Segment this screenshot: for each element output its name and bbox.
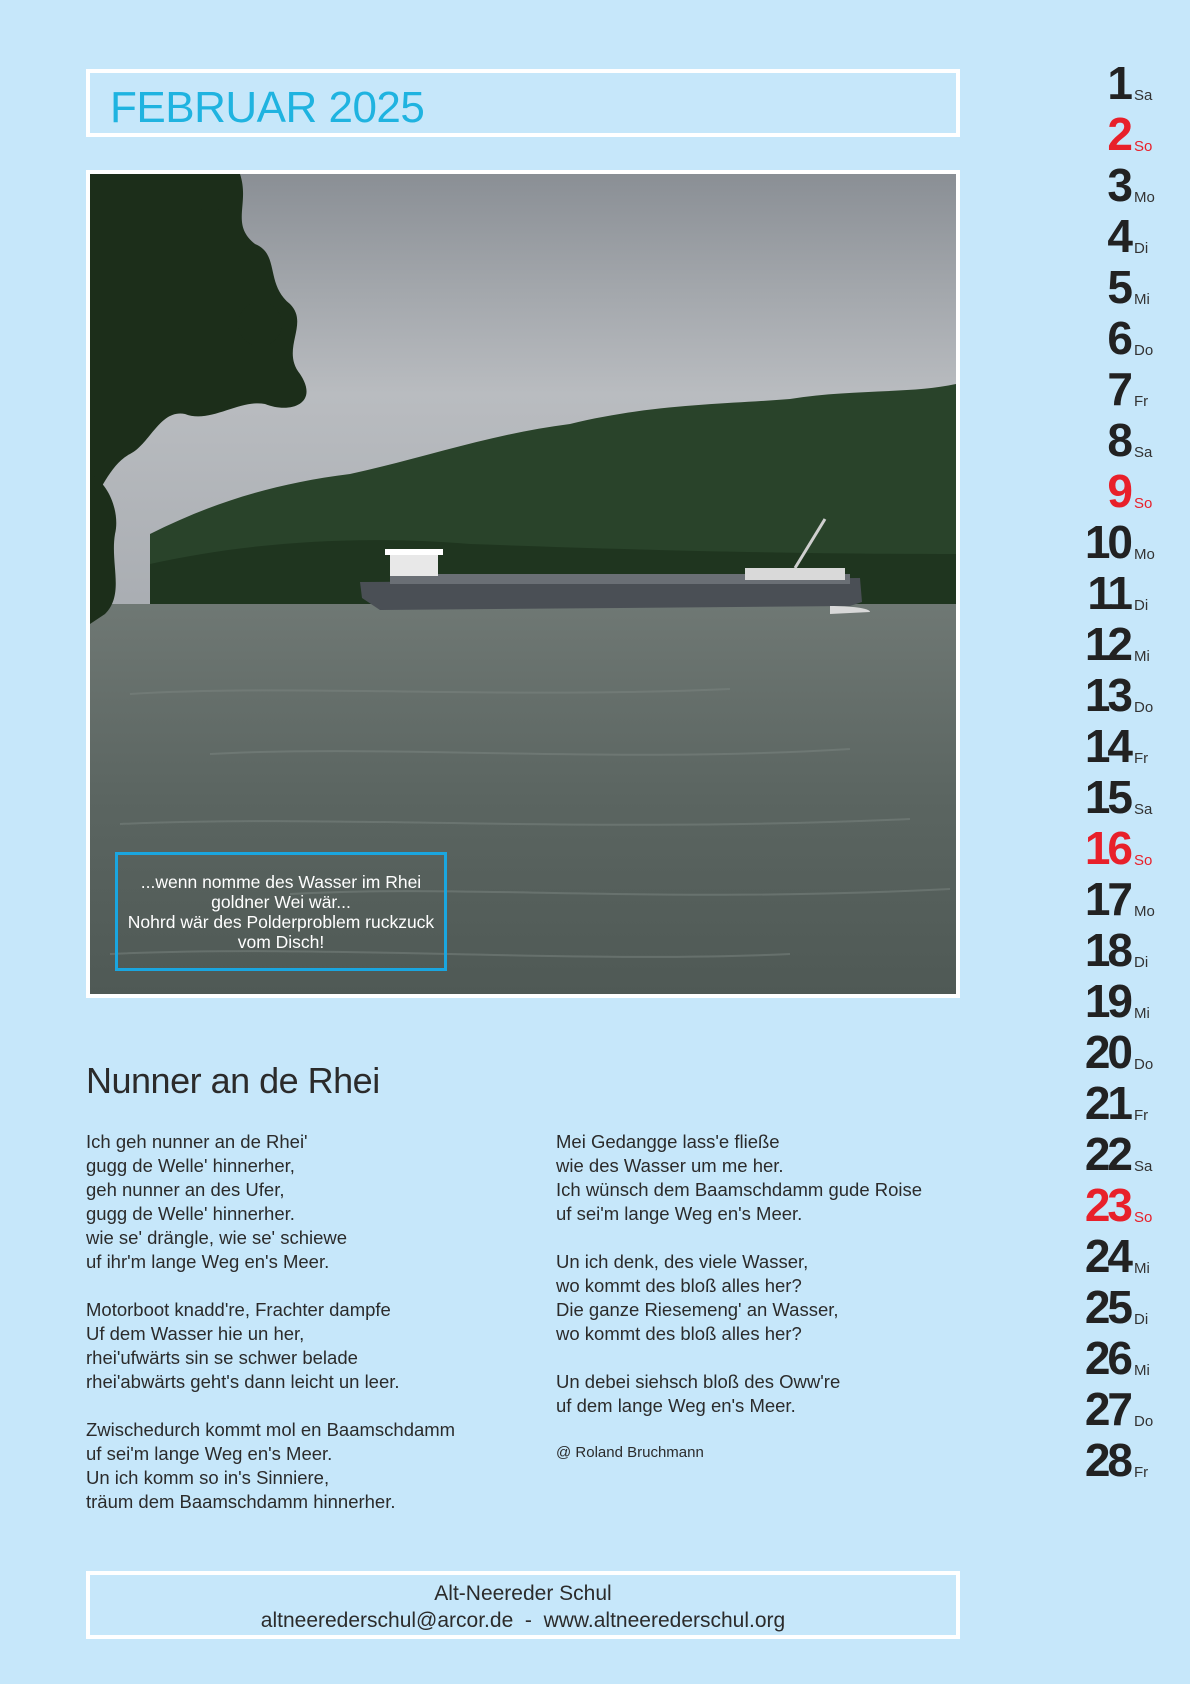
- poem-line: wo kommt des bloß alles her?: [556, 1275, 802, 1296]
- calendar-day: [1070, 720, 1190, 773]
- day-number: 7: [1107, 363, 1130, 415]
- weekday-label: Fr: [1134, 1107, 1149, 1124]
- poem-line: uf sei'm lange Weg en's Meer.: [86, 1443, 333, 1464]
- poem-author: @ Roland Bruchmann: [556, 1444, 704, 1461]
- weekday-label: Mi: [1134, 291, 1150, 308]
- calendar-day: [1070, 1026, 1190, 1079]
- poem-line: Ich geh nunner an de Rhei': [86, 1131, 308, 1152]
- calendar-day: [1070, 465, 1190, 518]
- day-number: 18: [1084, 924, 1130, 976]
- weekday-label: So: [1134, 138, 1153, 155]
- poem-line: Mei Gedangge lass'e fließe: [556, 1131, 780, 1152]
- calendar-day: [1070, 210, 1190, 263]
- calendar-day: [1070, 57, 1190, 110]
- calendar-day: [1070, 516, 1190, 569]
- calendar-day: [1070, 771, 1190, 824]
- day-number: 21: [1084, 1077, 1130, 1129]
- weekday-label: Di: [1134, 1311, 1149, 1328]
- day-number: 12: [1084, 618, 1130, 670]
- weekday-label: Sa: [1134, 1158, 1153, 1175]
- weekday-label: Mo: [1134, 903, 1155, 920]
- weekday-label: Sa: [1134, 801, 1153, 818]
- poem-line: Un ich komm so in's Sinniere,: [86, 1467, 330, 1488]
- poem-line: uf dem lange Weg en's Meer.: [556, 1395, 796, 1416]
- calendar-day: [1070, 669, 1190, 722]
- poem-line: Uf dem Wasser hie un her,: [86, 1323, 305, 1344]
- weekday-label: Di: [1134, 954, 1149, 971]
- calendar-day: [1070, 822, 1190, 875]
- day-number: 19: [1084, 975, 1130, 1027]
- poem-line: wie des Wasser um me her.: [556, 1155, 784, 1176]
- footer-contact: altneerederschul@arcor.de - www.altneerederschul.org: [260, 1609, 786, 1632]
- caption-line: goldner Wei wär...: [211, 891, 351, 912]
- weekday-label: Do: [1134, 342, 1154, 359]
- poem-stanza: [556, 1130, 922, 1226]
- caption-line: Nohrd wär des Polderproblem ruckzuck: [127, 911, 435, 932]
- weekday-label: Fr: [1134, 1464, 1149, 1481]
- poem-line: wie se' drängle, wie se' schiewe: [86, 1227, 348, 1248]
- day-number: 28: [1084, 1434, 1130, 1486]
- day-number: 2: [1107, 108, 1130, 160]
- poem-line: Ich wünsch dem Baamschdamm gude Roise: [556, 1179, 923, 1200]
- day-number: 14: [1084, 720, 1130, 772]
- day-number: 10: [1084, 516, 1130, 568]
- day-number: 4: [1107, 210, 1130, 262]
- weekday-label: Fr: [1134, 750, 1149, 767]
- day-number: 22: [1084, 1128, 1130, 1180]
- weekday-label: So: [1134, 1209, 1153, 1226]
- calendar-day: [1070, 363, 1190, 416]
- weekday-label: Sa: [1134, 87, 1153, 104]
- poem-line: gugg de Welle' hinnerher.: [86, 1203, 295, 1224]
- calendar-day: [1070, 924, 1190, 977]
- calendar-day: [1070, 975, 1190, 1028]
- poem-line: Zwischedurch kommt mol en Baamschdamm: [86, 1419, 456, 1440]
- day-number: 6: [1107, 312, 1130, 364]
- calendar-day: [1070, 618, 1190, 671]
- day-number: 27: [1084, 1383, 1130, 1435]
- calendar-day: [1070, 312, 1190, 365]
- caption-line: vom Disch!: [237, 931, 325, 952]
- day-number: 9: [1107, 465, 1130, 517]
- calendar-day: [1070, 1281, 1190, 1334]
- title-box: [86, 69, 960, 137]
- calendar-day: [1070, 414, 1190, 467]
- calendar-day: [1070, 1077, 1190, 1130]
- poem-line: rhei'ufwärts sin se schwer belade: [86, 1347, 358, 1368]
- footer-name: Alt-Neereder Schul: [434, 1582, 612, 1605]
- calendar-day: [1070, 1383, 1190, 1436]
- poem-line: träum dem Baamschdamm hinnerher.: [86, 1491, 396, 1512]
- day-number: 25: [1084, 1281, 1130, 1333]
- day-number: 20: [1084, 1026, 1130, 1078]
- day-number: 8: [1107, 414, 1130, 466]
- day-number: 17: [1084, 873, 1130, 925]
- poem-stanza: [86, 1298, 400, 1394]
- weekday-label: Mo: [1134, 189, 1155, 206]
- poem-line: Un debei siehsch bloß des Oww're: [556, 1371, 841, 1392]
- day-number: 15: [1084, 771, 1130, 823]
- weekday-label: Di: [1134, 240, 1149, 257]
- poem-stanza: [556, 1370, 840, 1418]
- calendar-day: [1070, 1434, 1190, 1487]
- poem-line: uf sei'm lange Weg en's Meer.: [556, 1203, 803, 1224]
- calendar-day: [1070, 159, 1190, 212]
- weekday-label: Sa: [1134, 444, 1153, 461]
- calendar-day: [1070, 1332, 1190, 1385]
- poem-line: wo kommt des bloß alles her?: [556, 1323, 802, 1344]
- day-number: 3: [1107, 159, 1130, 211]
- poem-title: Nunner an de Rhei: [86, 1060, 380, 1101]
- poem-line: gugg de Welle' hinnerher,: [86, 1155, 295, 1176]
- poem-line: Motorboot knadd're, Frachter dampfe: [86, 1299, 391, 1320]
- weekday-label: Fr: [1134, 393, 1149, 410]
- weekday-label: So: [1134, 495, 1153, 512]
- poem-line: uf ihr'm lange Weg en's Meer.: [86, 1251, 330, 1272]
- weekday-label: Mi: [1134, 1005, 1150, 1022]
- weekday-label: Di: [1134, 597, 1149, 614]
- day-number: 5: [1107, 261, 1130, 313]
- weekday-label: So: [1134, 852, 1153, 869]
- weekday-label: Mi: [1134, 648, 1150, 665]
- calendar-day: [1070, 567, 1190, 620]
- calendar-day: [1070, 873, 1190, 926]
- weekday-label: Do: [1134, 699, 1154, 716]
- calendar-day: [1070, 108, 1190, 161]
- poem-stanza: [556, 1250, 839, 1346]
- calendar-day: [1070, 261, 1190, 314]
- day-number: 13: [1084, 669, 1130, 721]
- day-number: 11: [1087, 567, 1130, 619]
- weekday-label: Do: [1134, 1413, 1154, 1430]
- calendar-day: [1070, 1230, 1190, 1283]
- poem-line: Un ich denk, des viele Wasser,: [556, 1251, 809, 1272]
- calendar-day: [1070, 1128, 1190, 1181]
- day-number: 1: [1107, 57, 1130, 109]
- poem-line: geh nunner an des Ufer,: [86, 1179, 285, 1200]
- footer-box: [86, 1571, 960, 1639]
- poem-line: rhei'abwärts geht's dann leicht un leer.: [86, 1371, 400, 1392]
- day-number: 24: [1084, 1230, 1130, 1282]
- poem-stanza: [86, 1418, 455, 1514]
- day-number: 16: [1084, 822, 1130, 874]
- caption-line: ...wenn nomme des Wasser im Rhei: [140, 871, 422, 892]
- weekday-label: Mi: [1134, 1260, 1150, 1277]
- poem-line: Die ganze Riesemeng' an Wasser,: [556, 1299, 839, 1320]
- page-title: FEBRUAR 2025: [110, 83, 425, 132]
- day-number: 23: [1084, 1179, 1130, 1231]
- photo-caption: [115, 852, 447, 971]
- day-number: 26: [1084, 1332, 1130, 1384]
- poem-stanza: [86, 1130, 347, 1274]
- weekday-label: Mi: [1134, 1362, 1150, 1379]
- calendar-day: [1070, 1179, 1190, 1232]
- weekday-label: Mo: [1134, 546, 1155, 563]
- weekday-label: Do: [1134, 1056, 1154, 1073]
